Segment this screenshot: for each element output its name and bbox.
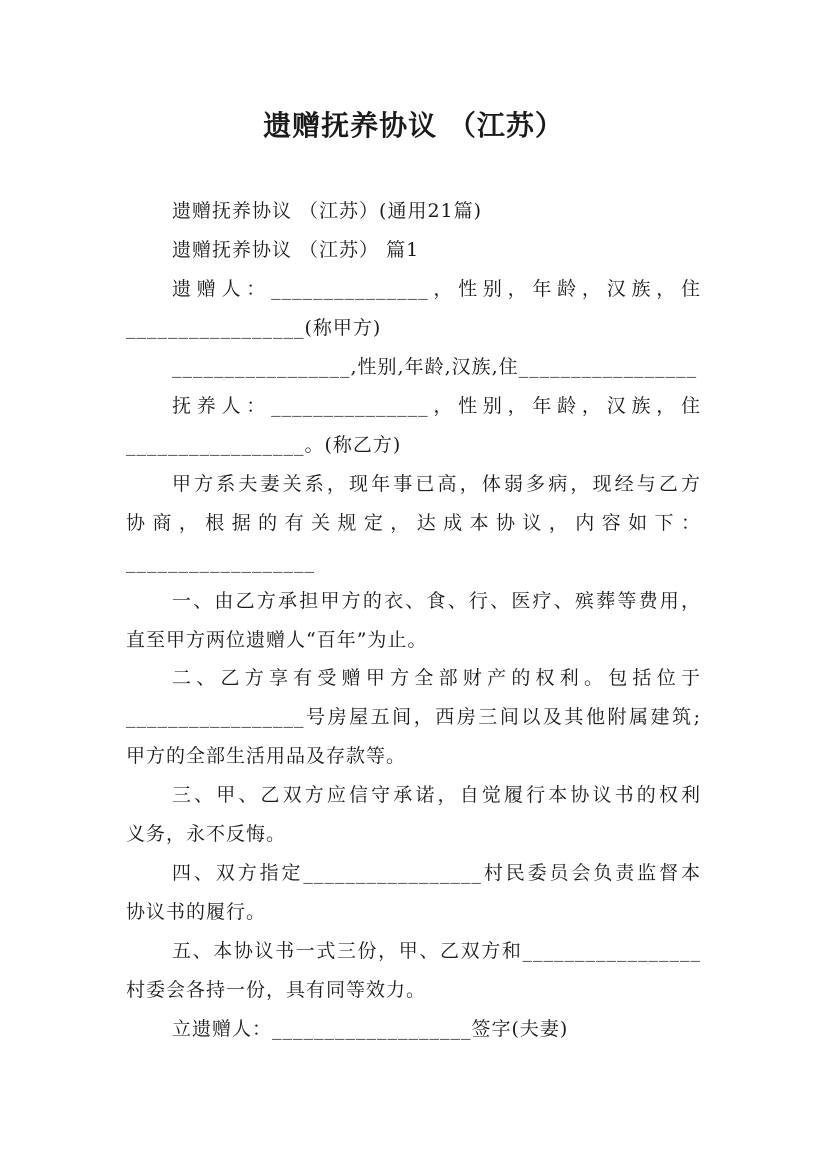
clause-2-line-3: 甲方的全部生活用品及存款等。 xyxy=(126,745,407,767)
clause-2-line-1: 二、乙方享有受赠甲方全部财产的权利。包括位于 xyxy=(172,667,701,689)
clause-4-line-1: 四、双方指定_________________村民委员会负责监督本 xyxy=(172,862,701,884)
document-title: 遗赠抚养协议 （江苏） xyxy=(263,109,564,142)
spouse-line: _________________,性别,年龄,汉族,住_________________ xyxy=(172,356,698,378)
subtitle-collection: 遗赠抚养协议 （江苏）(通用21篇) xyxy=(172,200,483,222)
clause-5-line-1: 五、本协议书一式三份，甲、乙双方和_________________ xyxy=(172,940,701,962)
clause-1-line-1: 一、由乙方承担甲方的衣、食、行、医疗、殡葬等费用， xyxy=(172,590,701,612)
clause-4-line-2: 协议书的履行。 xyxy=(126,901,267,923)
section-heading: 遗赠抚养协议 （江苏） 篇1 xyxy=(172,239,420,261)
clause-3-line-2: 义务，永不反悔。 xyxy=(126,823,287,845)
clause-2-line-2: _________________号房屋五间，西房三间以及其他附属建筑; xyxy=(126,706,701,728)
bequeather-line-cont: _________________(称甲方) xyxy=(126,317,382,339)
supporter-line: 抚养人：_______________，性别，年龄，汉族，住 xyxy=(172,395,701,417)
supporter-line-cont: _________________。(称乙方) xyxy=(126,434,402,456)
preamble-line-2: 协商，根据的有关规定，达成本协议，内容如下： xyxy=(126,512,701,534)
preamble-blank: __________________ xyxy=(126,551,315,573)
preamble-line-1: 甲方系夫妻关系，现年事已高，体弱多病，现经与乙方 xyxy=(172,473,701,495)
clause-5-line-2: 村委会各持一份，具有同等效力。 xyxy=(126,979,427,1001)
clause-1-line-2: 直至甲方两位遗赠人“百年”为止。 xyxy=(126,629,428,651)
bequeather-line: 遗赠人：_______________，性别，年龄，汉族，住 xyxy=(172,278,701,300)
signature-line: 立遗赠人：___________________签字(夫妻) xyxy=(172,1018,569,1040)
clause-3-line-1: 三、甲、乙双方应信守承诺，自觉履行本协议书的权利 xyxy=(172,784,701,806)
